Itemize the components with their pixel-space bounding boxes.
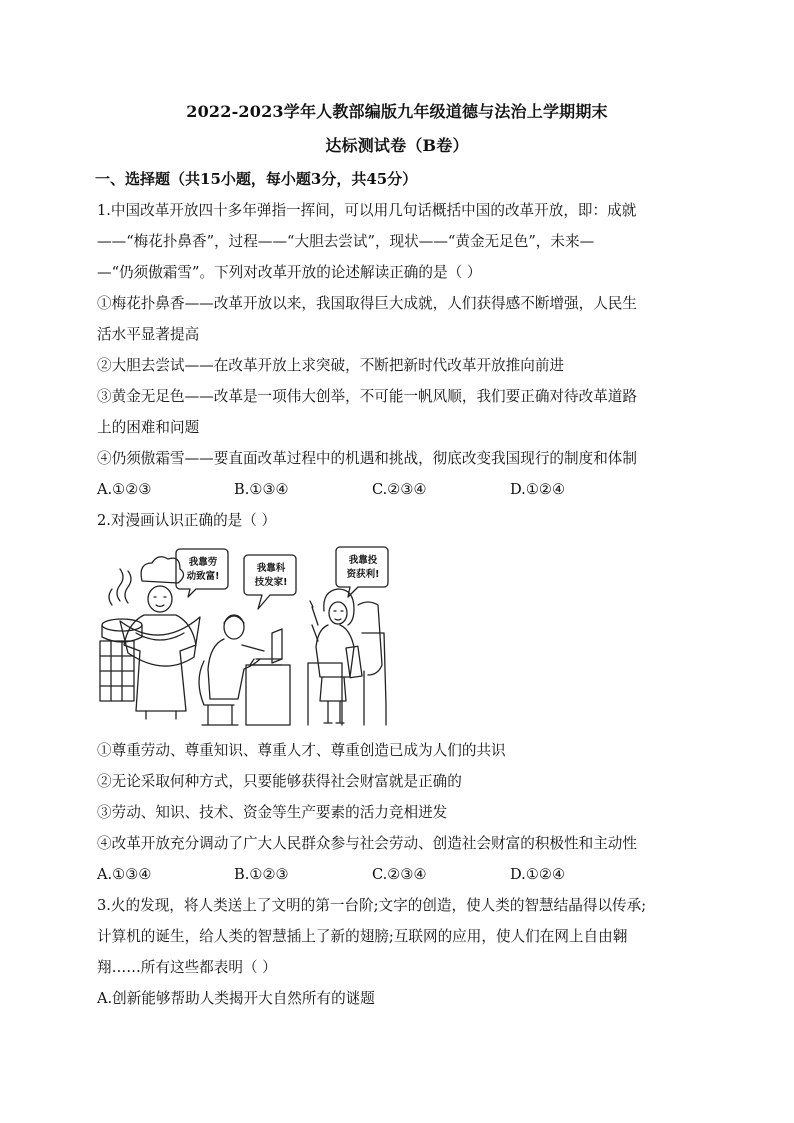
chef-figure: [100, 557, 200, 719]
exam-title-line2: 达标测试卷（B卷）: [325, 136, 469, 155]
q2-statement-line: ④改革开放充分调动了广大人民群众参与社会劳动、创造社会财富的积极性和主动性: [97, 835, 637, 852]
q1-option-a[interactable]: A.①②③: [97, 481, 152, 498]
bubble-tech-line1: 我靠科: [256, 563, 286, 574]
q2-option-c[interactable]: C.②③④: [372, 866, 427, 883]
section-heading: 一、选择题（共15小题，每小题3分，共45分）: [95, 170, 418, 188]
q2-stem: 2.对漫画认识正确的是（ ）: [97, 512, 277, 529]
q1-option-c[interactable]: C.②③④: [372, 481, 427, 498]
speech-bubble-tech: [244, 555, 296, 609]
q2-option-d[interactable]: D.①②④: [510, 866, 566, 883]
q3-option-a[interactable]: A.创新能够帮助人类揭开大自然所有的谜题: [97, 990, 375, 1007]
q2-option-b[interactable]: B.①②③: [234, 866, 289, 883]
q1-statement-line: ②大胆去尝试——在改革开放上求突破，不断把新时代改革开放推向前进: [97, 357, 565, 374]
bubble-labor-line2: 动致富!: [186, 571, 220, 582]
bubble-labor-line1: 我靠劳: [188, 557, 218, 568]
q1-option-b[interactable]: B.①③④: [234, 481, 289, 498]
q1-statement-line: ④仍须傲霜雪——要直面改革过程中的机遇和挑战，彻底改变我国现行的制度和体制: [97, 450, 637, 467]
q3-stem-line: 3.火的发现，将人类送上了文明的第一台阶;文字的创造，使人类的智慧结晶得以传承;: [97, 897, 647, 914]
q1-option-d[interactable]: D.①②④: [510, 481, 566, 498]
q3-stem-line: 计算机的诞生，给人类的智慧插上了新的翅膀;互联网的应用，使人们在网上自由翱: [97, 928, 628, 945]
q1-stem-line: 1.中国改革开放四十多年弹指一挥间，可以用几句话概括中国的改革开放，即：成就: [97, 202, 637, 219]
bubble-tech-line2: 技发家!: [254, 577, 288, 588]
q1-stem-line: —“仍须傲霜雪”。下列对改革开放的论述解读正确的是（ ）: [97, 264, 482, 281]
q1-statement-line: ①梅花扑鼻香——改革开放以来，我国取得巨大成就，人们获得感不断增强，人民生: [97, 295, 637, 312]
exam-title-line1: 2022-2023学年人教部编版九年级道德与法治上学期期末: [186, 102, 608, 121]
tech-worker-figure: [199, 615, 290, 725]
q2-option-a[interactable]: A.①③④: [97, 866, 152, 883]
cartoon-illustration: [96, 541, 392, 731]
q3-stem-line: 翔……所有这些都表明（ ）: [97, 959, 277, 976]
q1-statement-line: ③黄金无足色——改革是一项伟大创举，不可能一帆风顺，我们要正确对待改革道路: [97, 388, 637, 405]
bubble-investment-line2: 资获利!: [346, 569, 380, 580]
q1-stem-line: ——“梅花扑鼻香”，过程——“大胆去尝试”，现状——“黄金无足色”，未来—: [97, 233, 595, 250]
q1-statement-line: 上的困难和问题: [97, 419, 200, 436]
q2-statement-line: ②无论采取何种方式，只要能够获得社会财富就是正确的: [97, 773, 462, 790]
q2-statement-line: ③劳动、知识、技术、资金等生产要素的活力竞相迸发: [97, 804, 448, 821]
bubble-investment-line1: 我靠投: [348, 555, 378, 566]
q1-statement-line: 活水平显著提高: [97, 326, 200, 343]
q2-statement-line: ①尊重劳动、尊重知识、尊重人才、尊重创造已成为人们的共识: [97, 742, 506, 759]
investor-figure: [308, 589, 386, 725]
